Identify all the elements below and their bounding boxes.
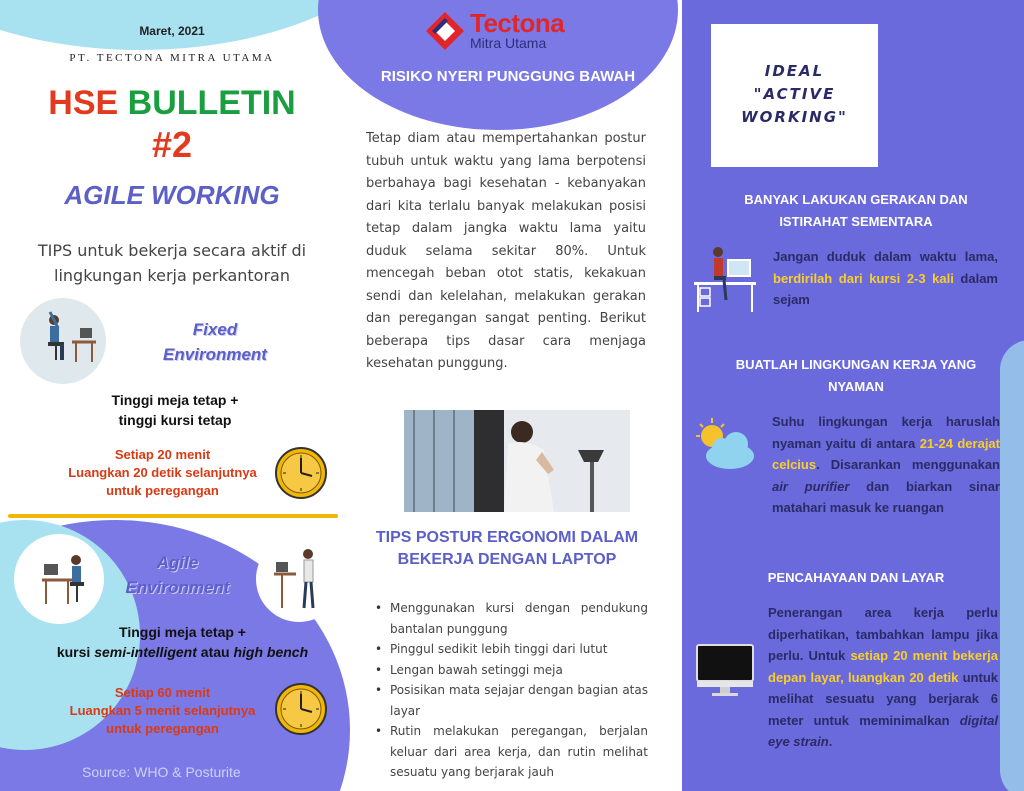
agile-spec-semi-intelligent: semi-intelligent xyxy=(94,644,197,660)
agile-timer-line1: Setiap 60 menit xyxy=(114,685,211,700)
section-divider xyxy=(8,514,338,518)
source-credit: Source: WHO & Posturite xyxy=(82,764,241,780)
agile-timer-line3: untuk peregangan xyxy=(106,721,219,736)
agile-label-line1: Agile xyxy=(156,553,199,572)
environment-text-mid: . Disarankan menggunakan xyxy=(816,457,1000,472)
movement-text-post: dalam sejam xyxy=(773,270,998,307)
environment-title: BUATLAH LINGKUNGAN KERJA YANG NYAMAN xyxy=(735,357,977,394)
environment-text xyxy=(772,411,1000,519)
agile-spec-kursi: kursi xyxy=(56,644,95,660)
lighting-text-mid: untuk melihat sesuatu yang berjarak 6 meter untuk meminimalkan xyxy=(768,669,998,728)
ideal-line2: "ACTIVE xyxy=(753,85,836,103)
fixed-label-line1: Fixed xyxy=(192,320,238,339)
environment-text-highlight: 21-24 derajat celcius xyxy=(772,435,1000,472)
issue-date: Maret, 2021 xyxy=(139,24,205,38)
agile-spec-line2 xyxy=(40,642,325,662)
fixed-spec-line1: Tinggi meja tetap + xyxy=(111,392,239,408)
fixed-timer-line1: Setiap 20 menit xyxy=(114,447,211,462)
lighting-text xyxy=(768,602,998,753)
tectona-logo-icon xyxy=(424,10,466,52)
bulletin-title-bulletin: BULLETIN xyxy=(127,84,296,122)
lighting-text-highlight: setiap 20 menit bekerja depan layar, luangkan 20 detik xyxy=(768,648,998,685)
lighting-text-digital-eye-strain: digital eye strain xyxy=(768,712,998,749)
agile-environment-label xyxy=(110,550,245,600)
company-name: PT. TECTONA MITRA UTAMA xyxy=(69,52,275,64)
tips-intro: TIPS untuk bekerja secara aktif di lingkungan kerja perkantoran xyxy=(37,241,307,285)
risk-body: Tetap diam atau mempertahankan postur tubuh untuk waktu yang lama berpotensi berbahaya bagi kesehatan - kebanyakan dari kita terlalu banyak melakukan posisi tetap dalam jangka waktu lama yaitu duduk selama sekitar 80%. Untuk mencegah beban otot statis, kekakuan sendi dan kelelahan, melakukan gerakan dan peregangan sangat penting. Berikut beberapa tips dasar cara menjaga kesehatan punggung. xyxy=(366,131,646,371)
fixed-timer-line3: untuk peregangan xyxy=(106,483,219,498)
movement-title: BANYAK LAKUKAN GERAKAN DAN ISTIRAHAT SEMENTARA xyxy=(744,192,968,229)
fixed-timer-line2: Luangkan 20 detik selanjutnya xyxy=(68,465,257,480)
fixed-spec xyxy=(60,390,290,430)
agile-spec-line1: Tinggi meja tetap + xyxy=(119,624,246,640)
sun-cloud-icon xyxy=(692,418,758,472)
logo-name: Tectona xyxy=(470,8,565,38)
list-item: • Rutin melakukan peregangan, berjalan keluar dari area kerja, dan rutin melihat sesuatu yang berjarak jauh xyxy=(372,721,648,783)
ergonomic-tips-list xyxy=(372,598,648,783)
agile-working-heading: AGILE WORKING xyxy=(64,180,280,210)
agile-label-line2: Environment xyxy=(125,578,230,597)
clock-icon xyxy=(274,682,328,736)
list-item: • Menggunakan kursi dengan pendukung bantalan punggung xyxy=(372,598,648,639)
environment-text-post: dan biarkan sinar matahari masuk ke ruangan xyxy=(772,478,1000,515)
decor-panel-edge xyxy=(1000,340,1024,791)
environment-text-air-purifier: air purifier xyxy=(772,478,850,494)
fixed-spec-line2: tinggi kursi tetap xyxy=(118,412,232,428)
agile-spec-atau: atau xyxy=(196,644,234,660)
bulletin-issue-number: #2 xyxy=(151,124,193,165)
list-item: • Lengan bawah setinggi meja xyxy=(372,660,648,681)
standing-worker-icon xyxy=(256,536,342,622)
list-item: • Posisikan mata sejajar dengan bagian atas layar xyxy=(372,680,648,721)
monitor-icon xyxy=(696,644,754,698)
risk-title: RISIKO NYERI PUNGGUNG BAWAH xyxy=(380,68,636,85)
bulletin-title-hse: HSE xyxy=(48,84,119,122)
ideal-line3: WORKING" xyxy=(741,108,848,126)
lighting-text-pre: Penerangan area kerja perlu diperhatikan, tambahkan lampu jika perlu. Untuk xyxy=(768,605,998,663)
agile-timer-line2: Luangkan 5 menit selanjutnya xyxy=(69,703,256,718)
agile-spec xyxy=(40,622,325,662)
fixed-timer-text xyxy=(40,446,285,500)
clock-icon xyxy=(274,446,328,500)
bulletin-title xyxy=(0,84,344,122)
movement-text xyxy=(773,246,998,311)
fixed-label-line2: Environment xyxy=(163,345,267,364)
agile-spec-high-bench: high bench xyxy=(233,644,309,660)
back-pain-photo xyxy=(404,410,630,512)
ideal-active-working-title xyxy=(711,60,878,129)
environment-text-pre: Suhu lingkungan kerja haruslah nyaman yaitu di antara xyxy=(772,414,1000,451)
back-pain-photo-illustration xyxy=(404,410,630,512)
logo-subtitle: Mitra Utama xyxy=(470,35,547,51)
list-item: • Pinggul sedikit lebih tinggi dari lutut xyxy=(372,639,648,660)
lighting-title: PENCAHAYAAN DAN LAYAR xyxy=(767,570,945,585)
agile-environment-illustration-right xyxy=(256,536,342,622)
ergonomic-tips-title: TIPS POSTUR ERGONOMI DALAM BEKERJA DENGAN LAPTOP xyxy=(375,529,639,568)
sitting-worker-icon xyxy=(20,298,106,384)
fixed-environment-illustration xyxy=(20,298,106,384)
office-worker-icon xyxy=(694,244,758,314)
fixed-environment-label xyxy=(150,317,280,367)
ideal-line1: IDEAL xyxy=(764,62,825,80)
agile-environment-illustration-left xyxy=(14,534,104,624)
agile-timer-text xyxy=(40,684,285,738)
worker-at-desk-icon xyxy=(14,534,104,624)
lighting-text-post: . xyxy=(828,734,833,749)
movement-text-highlight: berdirilah dari kursi 2-3 kali xyxy=(773,270,954,286)
movement-text-pre: Jangan duduk dalam waktu lama, xyxy=(773,249,998,264)
